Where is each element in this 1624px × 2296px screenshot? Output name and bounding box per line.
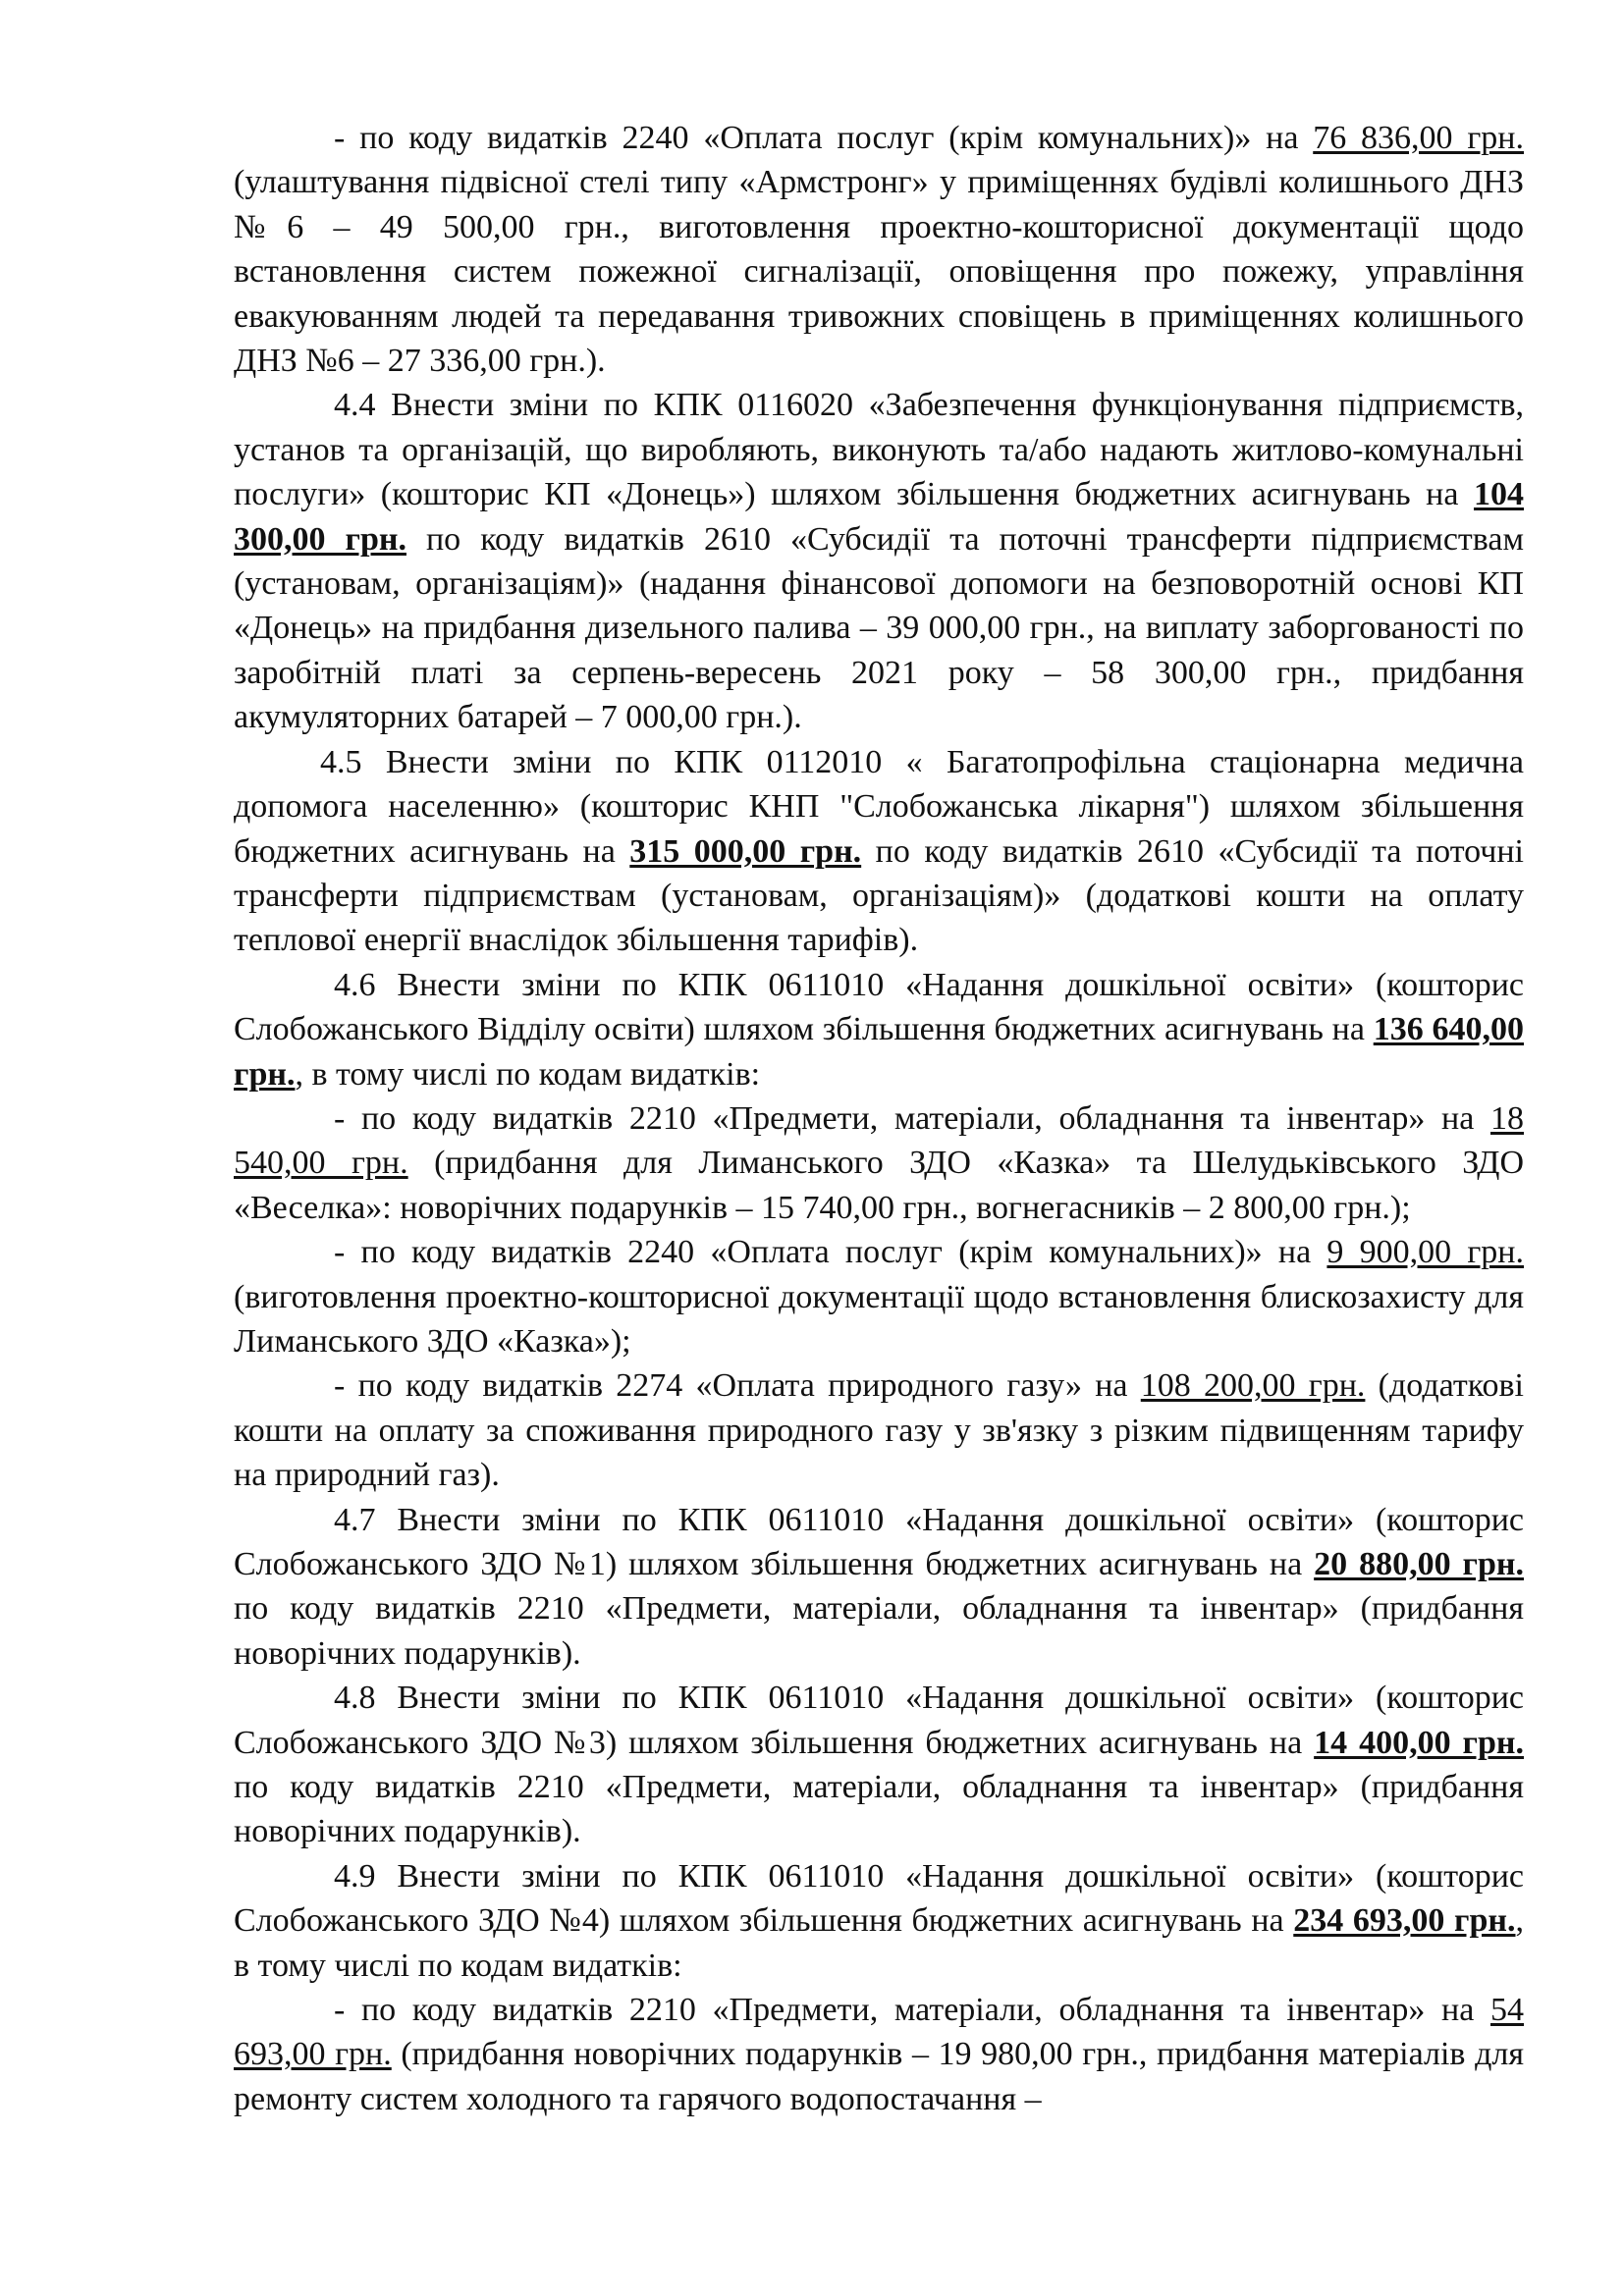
amount-bold: 104 300,00 грн. bbox=[234, 476, 1524, 558]
document-page bbox=[234, 116, 1524, 2121]
paragraph bbox=[234, 1676, 1524, 1854]
amount-bold: 234 693,00 грн. bbox=[1293, 1902, 1516, 1940]
amount-underlined: 76 836,00 грн. bbox=[1313, 120, 1524, 156]
text-run: , в тому числі по кодам видатків: bbox=[234, 1902, 1524, 1984]
text-run: - по коду видатків 2240 «Оплата послуг (крім комунальних)» на bbox=[334, 1234, 1327, 1271]
text-run: - по коду видатків 2210 «Предмети, матеріали, обладнання та інвентар» на bbox=[334, 1099, 1490, 1137]
text-run: по коду видатків 2210 «Предмети, матеріали, обладнання та інвентар» (придбання новорічних подарунків). bbox=[234, 1769, 1524, 1850]
text-run: (виготовлення проектно-кошторисної документації щодо встановлення блискозахисту для Лиманського ЗДО «Казка»); bbox=[234, 1278, 1524, 1360]
amount-underlined: 18 540,00 грн. bbox=[234, 1099, 1524, 1182]
text-run: по коду видатків 2610 «Субсидії та поточні трансферти підприємствам (установам, організаціям)» (надання фінансової допомоги на безповоротній основі КП «Донець» на придбання дизельного палива – 39 000,00 грн., на виплату заборгованості по заробітній платі за серпень-вересень 2021 року – 58 300,00 грн., придбання акумуляторних батарей – 7 000,00 грн.). bbox=[234, 520, 1524, 736]
text-run: 4.9 Внести зміни по КПК 0611010 «Надання дошкільної освіти» (кошторис Слобожанського ЗДО №4) шляхом збільшення бюджетних асигнувань на bbox=[234, 1857, 1524, 1940]
paragraph bbox=[234, 740, 1524, 963]
text-run: - по коду видатків 2210 «Предмети, матеріали, обладнання та інвентар» на bbox=[334, 1992, 1490, 2029]
paragraph bbox=[234, 116, 1524, 383]
amount-bold: 14 400,00 грн. bbox=[1314, 1724, 1524, 1761]
amount-bold: 136 640,00 грн. bbox=[234, 1011, 1524, 1093]
amount-bold: 315 000,00 грн. bbox=[629, 832, 862, 870]
paragraph bbox=[234, 1230, 1524, 1363]
text-run: 4.4 Внести зміни по КПК 0116020 «Забезпечення функціонування підприємств, установ та організацій, що виробляють, виконують та/або надають житлово-комунальні послуги» (кошторис КП «Донець») шляхом збільшення бюджетних асигнувань на bbox=[234, 387, 1524, 513]
paragraph bbox=[234, 1096, 1524, 1230]
amount-bold: 20 880,00 грн. bbox=[1314, 1546, 1524, 1582]
text-run: - по коду видатків 2274 «Оплата природного газу» на bbox=[334, 1367, 1141, 1405]
paragraph bbox=[234, 963, 1524, 1096]
text-run: 4.6 Внести зміни по КПК 0611010 «Надання дошкільної освіти» (кошторис Слобожанського Відділу освіти) шляхом збільшення бюджетних асигнувань на bbox=[234, 966, 1524, 1048]
text-run: по коду видатків 2610 «Субсидії та поточні трансферти підприємствам (установам, організаціям)» (додаткові кошти на оплату теплової енергії внаслідок збільшення тарифів). bbox=[234, 832, 1524, 959]
paragraph bbox=[234, 1363, 1524, 1497]
paragraph bbox=[234, 1854, 1524, 1988]
paragraph bbox=[234, 1988, 1524, 2121]
paragraph bbox=[234, 383, 1524, 739]
amount-underlined: 108 200,00 грн. bbox=[1140, 1367, 1366, 1405]
text-run: по коду видатків 2210 «Предмети, матеріали, обладнання та інвентар» (придбання новорічних подарунків). bbox=[234, 1590, 1524, 1672]
amount-underlined: 54 693,00 грн. bbox=[234, 1992, 1524, 2073]
text-run: (додаткові кошти на оплату за споживання природного газу у зв'язку з різким підвищенням тарифу на природний газ). bbox=[234, 1367, 1524, 1494]
text-run: - по коду видатків 2240 «Оплата послуг (крім комунальних)» на bbox=[334, 120, 1314, 156]
text-run: (придбання новорічних подарунків – 19 980,00 грн., придбання матеріалів для ремонту систем холодного та гарячого водопостачання – bbox=[234, 2036, 1524, 2117]
text-run: 4.8 Внести зміни по КПК 0611010 «Надання дошкільної освіти» (кошторис Слобожанського ЗДО №3) шляхом збільшення бюджетних асигнувань на bbox=[234, 1680, 1524, 1761]
text-run: (улаштування підвісної стелі типу «Армстронг» у приміщеннях будівлі колишнього ДНЗ №6 – 49 500,00 грн., виготовлення проектно-кошторисної документації щодо встановлення систем пожежної сигналізації, оповіщення про пожежу, управління евакуюванням людей та передавання тривожних сповіщень в приміщеннях колишнього ДНЗ №6 – 27 336,00 грн.). bbox=[234, 164, 1524, 380]
text-run: , в тому числі по кодам видатків: bbox=[295, 1055, 761, 1093]
text-run: 4.5 Внести зміни по КПК 0112010 « Багатопрофільна стаціонарна медична допомога населенню» (кошторис КНП "Слобожанська лікарня") шляхом збільшення бюджетних асигнувань на bbox=[234, 743, 1524, 870]
text-run: (придбання для Лиманського ЗДО «Казка» та Шелудьківського ЗДО «Веселка»: новорічних подарунків – 15 740,00 грн., вогнегасників – 2 800,00 грн.); bbox=[234, 1145, 1525, 1226]
paragraph bbox=[234, 1498, 1524, 1677]
amount-underlined: 9 900,00 грн. bbox=[1326, 1234, 1525, 1271]
text-run: 4.7 Внести зміни по КПК 0611010 «Надання дошкільної освіти» (кошторис Слобожанського ЗДО №1) шляхом збільшення бюджетних асигнувань на bbox=[234, 1501, 1524, 1582]
